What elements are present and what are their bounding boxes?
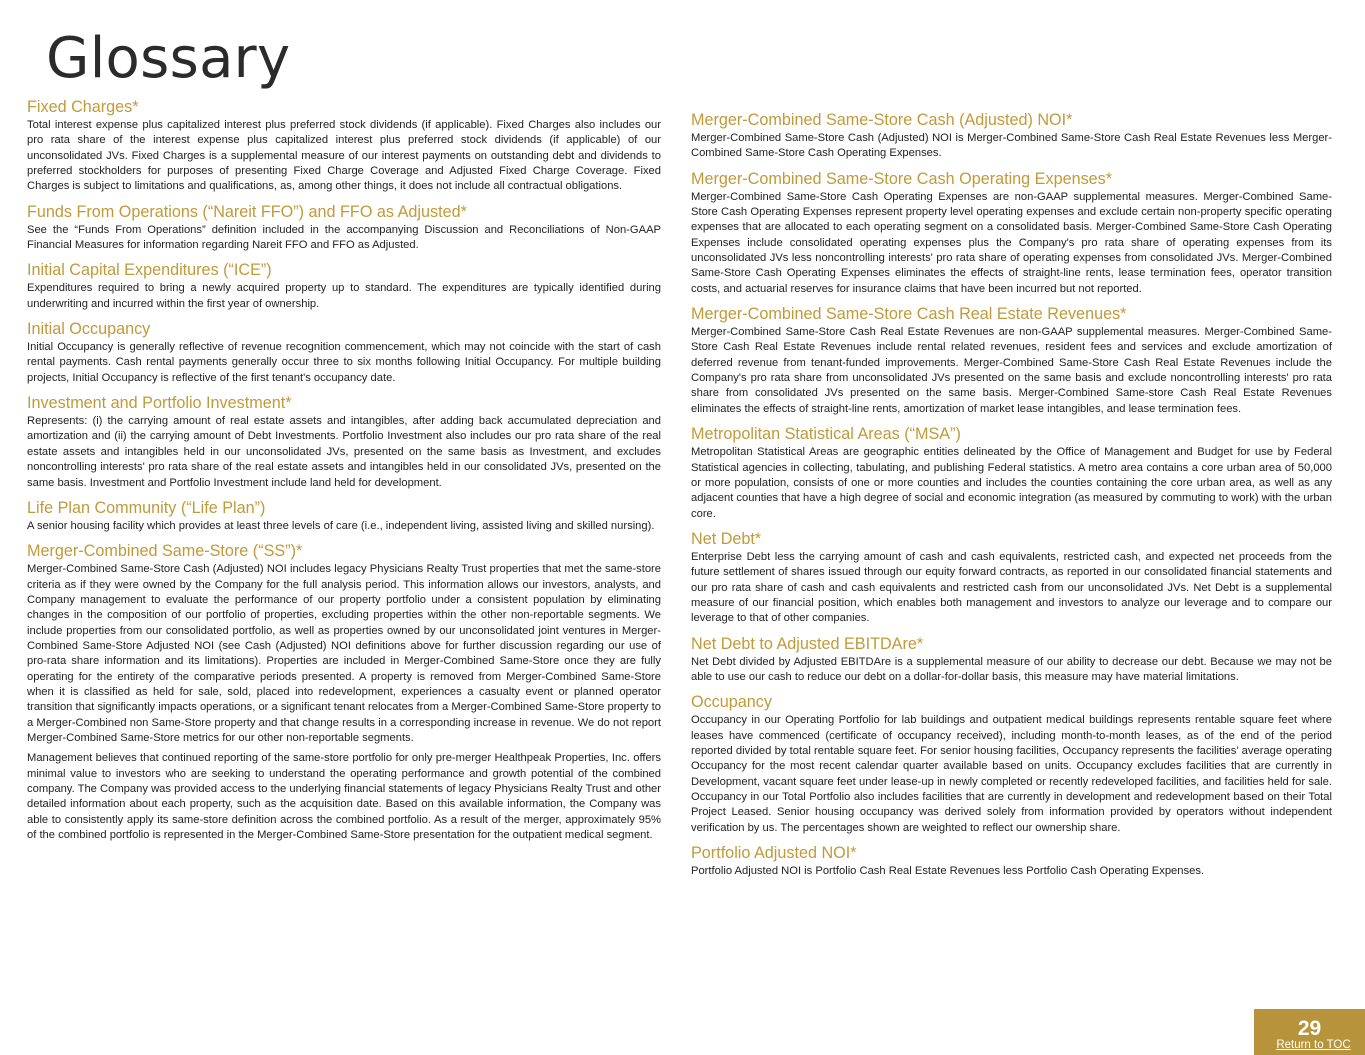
term-heading: Fixed Charges* <box>27 98 139 116</box>
term-definition: Merger-Combined Same-Store Cash Real Estate Revenues are non-GAAP supplemental measures. Merger-Combined Same-Store Cash Real Estate Revenues include rental related revenues, resident fees and services and exclude amortization of deferred revenue from tenant-funded improvements. Merger-Combined Same-Store Cash Real Estate Revenues include the Company's pro rata share from unconsolidated JVs presented on the same basis and exclude noncontrolling interests' pro rata share from consolidated JVs presented on the same basis. Merger-Combined Same-store Cash Real Estate Revenues eliminates the effects of straight-line rents, amortization of market lease intangibles, and lease termination fees. <box>691 326 1332 415</box>
term-heading: Initial Capital Expenditures (“ICE”) <box>27 261 272 280</box>
term-heading: Merger-Combined Same-Store Cash (Adjusted) NOI* <box>691 111 1073 129</box>
glossary-entry-life-plan <box>27 498 661 534</box>
term-definition: See the “Funds From Operations” definition included in the accompanying Discussion and Reconciliations of Non-GAAP Financial Measures for information regarding Nareit FFO and FFO as Adjusted. <box>27 223 661 252</box>
return-to-toc-link[interactable]: Return to TOC <box>1276 1039 1351 1051</box>
term-definition: Total interest expense plus capitalized interest plus preferred stock dividends (if applicable). Fixed Charges also includes our pro rata share of the interest expense plus capitalized interest plus preferred stock dividends (if applicable) of our unconsolidated JVs. Fixed Charges is a supplemental measure of our interest payments on outstanding debt and dividends to preferred stockholders for purposes of presenting Fixed Charge Coverage and Adjusted Fixed Charge Coverage. Fixed Charges is subject to limitations and qualifications, as, among other things, it does not include all contractual obligations. <box>27 119 661 193</box>
term-heading: Initial Occupancy <box>27 320 151 339</box>
glossary-entry-net-debt <box>691 529 1332 627</box>
term-definition: Net Debt divided by Adjusted EBITDAre is a supplemental measure of our ability to decrease our debt. Because we may not be able to use our cash to reduce our debt on a dollar-for-dollar basis, this measure may have material limitations. <box>691 655 1332 683</box>
glossary-column-left <box>27 97 661 850</box>
term-heading: Investment and Portfolio Investment* <box>27 394 292 413</box>
term-definition: Management believes that continued reporting of the same-store portfolio for only pre-merger Healthpeak Properties, Inc. offers minimal value to investors who are seeking to understand the operating performance and growth potential of the combined company. The Company was provided access to the underlying financial statements of legacy Physicians Realty Trust and other detailed information about each property, such as the acquisition date. Based on this available information, the Company was able to consistently apply its same-store definition across the combined portfolio. As a result of the merger, approximately 95% of the combined portfolio is represented in the Merger-Combined Same-Store presentation for the outpatient medical segment. <box>27 752 661 842</box>
term-heading: Net Debt* <box>691 529 762 548</box>
term-definition: Portfolio Adjusted NOI is Portfolio Cash Real Estate Revenues less Portfolio Cash Operating Expenses. <box>691 865 1205 878</box>
glossary-entry-occupancy <box>691 692 1332 836</box>
glossary-entry-net-debt-ebitdare <box>691 634 1332 686</box>
glossary-entry-ss-cash-revenues <box>691 304 1332 417</box>
glossary-entry-fixed-charges <box>27 97 661 195</box>
glossary-entry-investment <box>27 393 661 491</box>
term-definition: Merger-Combined Same-Store Cash (Adjusted) NOI is Merger-Combined Same-Store Cash Real Estate Revenues less Merger-Combined Same-Store Cash Operating Expenses. <box>691 132 1332 160</box>
glossary-entry-ss-cash-noi <box>691 110 1332 162</box>
term-heading: Life Plan Community (“Life Plan”) <box>27 498 266 517</box>
term-definition: Metropolitan Statistical Areas are geographic entities delineated by the Office of Management and Budget for use by Federal Statistical agencies in collecting, tabulating, and publishing Federal statistics. A metro area contains a core urban area of 50,000 or more population, consists of one or more counties and includes the counties containing the core urban area, as well as any adjacent counties that have a high degree of social and economic integration (as measured by commuting to work) with the urban core. <box>691 446 1332 520</box>
term-heading: Merger-Combined Same-Store Cash Real Estate Revenues* <box>691 305 1127 324</box>
term-heading: Metropolitan Statistical Areas (“MSA”) <box>691 425 961 444</box>
glossary-column-right <box>691 110 1332 886</box>
term-heading: Occupancy <box>691 693 772 712</box>
term-heading: Net Debt to Adjusted EBITDAre* <box>691 634 924 653</box>
term-definition: Occupancy in our Operating Portfolio for lab buildings and outpatient medical buildings represents rentable square feet where leases have commenced (certificate of occupancy received), including month-to-month leases, as of the end of the period reported divided by total rentable square feet. For senior housing facilities, Occupancy represents the facilities’ average operating Occupancy for the most recent calendar quarter available based on units. Occupancy excludes facilities that are currently in Development, vacant square feet under lease-up in newly completed or recently redeveloped facilities, and facilities held for sale. Occupancy in our Total Portfolio also includes facilities that are currently in development and redevelopment based on their Total Project Leased. Senior housing occupancy was derived solely from information provided by operators without independent verification by us. The percentages shown are weighted to reflect our ownership share. <box>691 714 1332 834</box>
page-number-box <box>1254 1009 1365 1055</box>
term-heading: Merger-Combined Same-Store Cash Operating Expenses* <box>691 169 1113 188</box>
glossary-entry-portfolio-adjusted-noi <box>691 843 1332 879</box>
glossary-entry-msa <box>691 424 1332 522</box>
term-definition: Initial Occupancy is generally reflective of revenue recognition commencement, which may not coincide with the start of cash rental payments. Cash rental payments generally occur three to six months following Initial Occupancy. For multiple building projects, Initial Occupancy is reflective of the first tenant's occupancy date. <box>27 341 661 384</box>
term-heading: Merger-Combined Same-Store (“SS”)* <box>27 542 303 561</box>
page-title: Glossary <box>46 26 291 91</box>
glossary-entry-ice <box>27 260 661 312</box>
term-definition: Merger-Combined Same-Store Cash (Adjusted) NOI includes legacy Physicians Realty Trust properties that met the same-store criteria as if they were owned by the Company for the full analysis period. This information allows our investors, analysts, and Company management to evaluate the performance of our property portfolio under a consistent population by eliminating changes in the composition of our portfolio of properties, excluding properties within the other non-reportable segments. We include properties from our consolidated portfolio, as well as properties owned by our unconsolidated joint ventures in Merger-Combined Same-Store Adjusted NOI (see Cash (Adjusted) NOI definitions above for further discussion regarding our use of pro-rata share information and its limitations). Properties are included in Merger-Combined Same-Store once they are fully operating for the entirety of the comparative periods presented. A property is removed from Merger-Combined Same-Store when it is classified as held for sale, sold, placed into redevelopment, experiences a casualty event or planned operator transition that significantly impacts operations, or a significant tenant relocates from a Merger-Combined Same-Store property to a Merger-Combined non Same-Store property and that change results in a corresponding increase in revenue. We do not report Merger-Combined Same-Store metrics for our other non-reportable segments. <box>27 563 661 744</box>
glossary-entry-ss-cash-opex <box>691 169 1332 297</box>
glossary-entry-same-store <box>27 541 661 843</box>
glossary-entry-initial-occupancy <box>27 319 661 386</box>
term-definition: A senior housing facility which provides at least three levels of care (i.e., independent living, assisted living and skilled nursing). <box>27 519 655 532</box>
term-heading: Funds From Operations (“Nareit FFO”) and FFO as Adjusted* <box>27 202 467 221</box>
term-definition: Represents: (i) the carrying amount of real estate assets and intangibles, after adding back accumulated depreciation and amortization and (ii) the carrying amount of Debt Investments. Portfolio Investment also includes our pro rata share of the real estate assets and intangibles held in our unconsolidated JVs, presented on the same basis as Investment, and excludes noncontrolling interests' pro rata share of the real estate assets and intangibles held in our consolidated JVs, presented on the same basis. Investment and Portfolio Investment include land held for development. <box>27 415 661 489</box>
term-definition: Expenditures required to bring a newly acquired property up to standard. The expenditures are typically identified during underwriting and incurred within the first year of ownership. <box>27 282 661 310</box>
term-definition: Enterprise Debt less the carrying amount of cash and cash equivalents, restricted cash, and expected net proceeds from the future settlement of shares issued through our equity forward contracts, as reported in our consolidated financial statements and our pro rata share of cash and cash equivalents and restricted cash from our unconsolidated JVs. Net Debt is a supplemental measure of our financial position, which enables both management and investors to analyze our leverage and to compare our leverage to that of other companies. <box>691 550 1332 625</box>
term-heading: Portfolio Adjusted NOI* <box>691 844 857 863</box>
term-definition: Merger-Combined Same-Store Cash Operating Expenses are non-GAAP supplemental measures. Merger-Combined Same-Store Cash Operating Expenses represent property level operating expenses and exclude certain non-property specific operating expenses that are allocated to each operating segment on a consolidated basis. Merger-Combined Same-Store Cash Operating Expenses include consolidated operating expenses plus the Company's pro rata share of operating expenses from its unconsolidated JVs less noncontrolling interests' pro rata share of operating expenses from consolidated JVs. Merger-Combined Same-Store Cash Operating Expenses eliminates the effects of straight-line rents, lease termination fees, operator transition costs, and actuarial reserves for insurance claims that have been incurred but not reported. <box>691 190 1332 295</box>
page-number: 29 <box>1297 1017 1322 1040</box>
glossary-entry-ffo <box>27 202 661 254</box>
